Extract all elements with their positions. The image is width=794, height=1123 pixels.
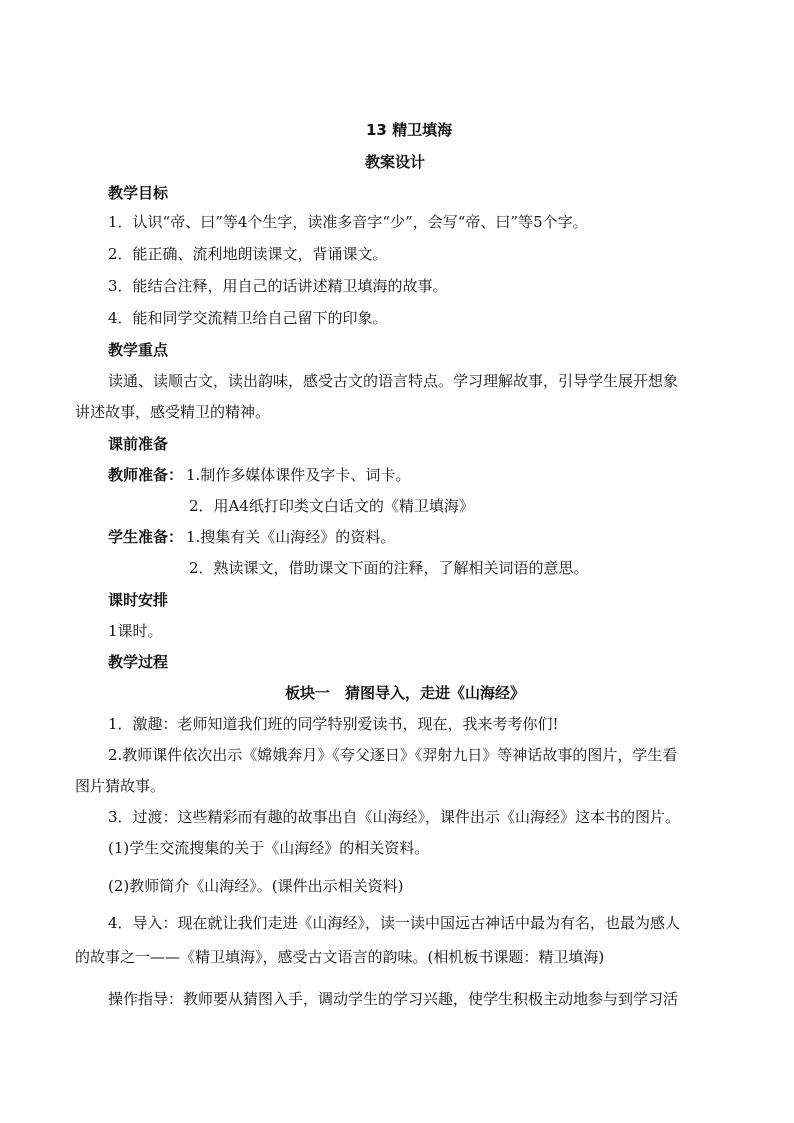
process-heading: 教学过程 — [108, 653, 169, 671]
teacher-prep-item: 2．用A4纸打印类文白话文的《精卫填海》 — [189, 497, 474, 515]
process-substep: (2)教师简介《山海经》。(课件出示相关资料) — [108, 877, 404, 895]
process-step: 的故事之一——《精卫填海》，感受古文语言的韵味。(相机板书课题：精卫填海) — [75, 948, 605, 966]
process-step: 1．激趣：老师知道我们班的同学特别爱读书，现在，我来考考你们! — [108, 715, 559, 733]
prep-heading: 课前准备 — [108, 435, 169, 453]
focus-heading: 教学重点 — [108, 341, 169, 359]
page-subtitle: 教案设计 — [365, 153, 426, 171]
student-prep-item: 1.搜集有关《山海经》的资料。 — [186, 528, 396, 546]
operation-guide: 操作指导：教师要从猜图入手，调动学生的学习兴趣，使学生积极主动地参与到学习活 — [108, 990, 679, 1008]
process-step: 图片猜故事。 — [75, 777, 166, 795]
objectives-heading: 教学目标 — [108, 184, 169, 202]
schedule-heading: 课时安排 — [108, 591, 169, 609]
teacher-prep-label: 教师准备： — [108, 466, 184, 484]
focus-line: 读通、读顺古文，读出韵味，感受古文的语言特点。学习理解故事，引导学生展开想象 — [108, 372, 679, 390]
schedule-value: 1课时。 — [108, 622, 163, 640]
block-title: 板块一 猜图导入，走进《山海经》 — [285, 684, 526, 702]
process-step: 4．导入：现在就让我们走进《山海经》，读一读中国远古神话中最为有名，也最为感人 — [108, 914, 681, 932]
teacher-prep-item: 1.制作多媒体课件及字卡、词卡。 — [186, 466, 411, 484]
process-step: 2.教师课件依次出示《嫦娥奔月》《夸父逐日》《羿射九日》等神话故事的图片，学生看 — [108, 746, 678, 764]
objective-item: 3．能结合注释，用自己的话讲述精卫填海的故事。 — [108, 277, 448, 295]
objective-item: 1．认识“帝、曰”等4个生字，读准多音字“少”，会写“帝、曰”等5个字。 — [108, 213, 588, 231]
objective-item: 2．能正确、流利地朗读课文，背诵课文。 — [108, 245, 388, 263]
process-step: 3．过渡：这些精彩而有趣的故事出自《山海经》，课件出示《山海经》这本书的图片。 — [108, 808, 681, 826]
student-prep-label: 学生准备： — [108, 528, 184, 546]
focus-line: 讲述故事，感受精卫的精神。 — [75, 403, 271, 421]
student-prep-item: 2．熟读课文，借助课文下面的注释，了解相关词语的意思。 — [189, 559, 589, 577]
objective-item: 4．能和同学交流精卫给自己留下的印象。 — [108, 309, 388, 327]
page-title: 13 精卫填海 — [366, 121, 453, 139]
process-substep: (1)学生交流搜集的关于《山海经》的相关资料。 — [108, 839, 430, 857]
